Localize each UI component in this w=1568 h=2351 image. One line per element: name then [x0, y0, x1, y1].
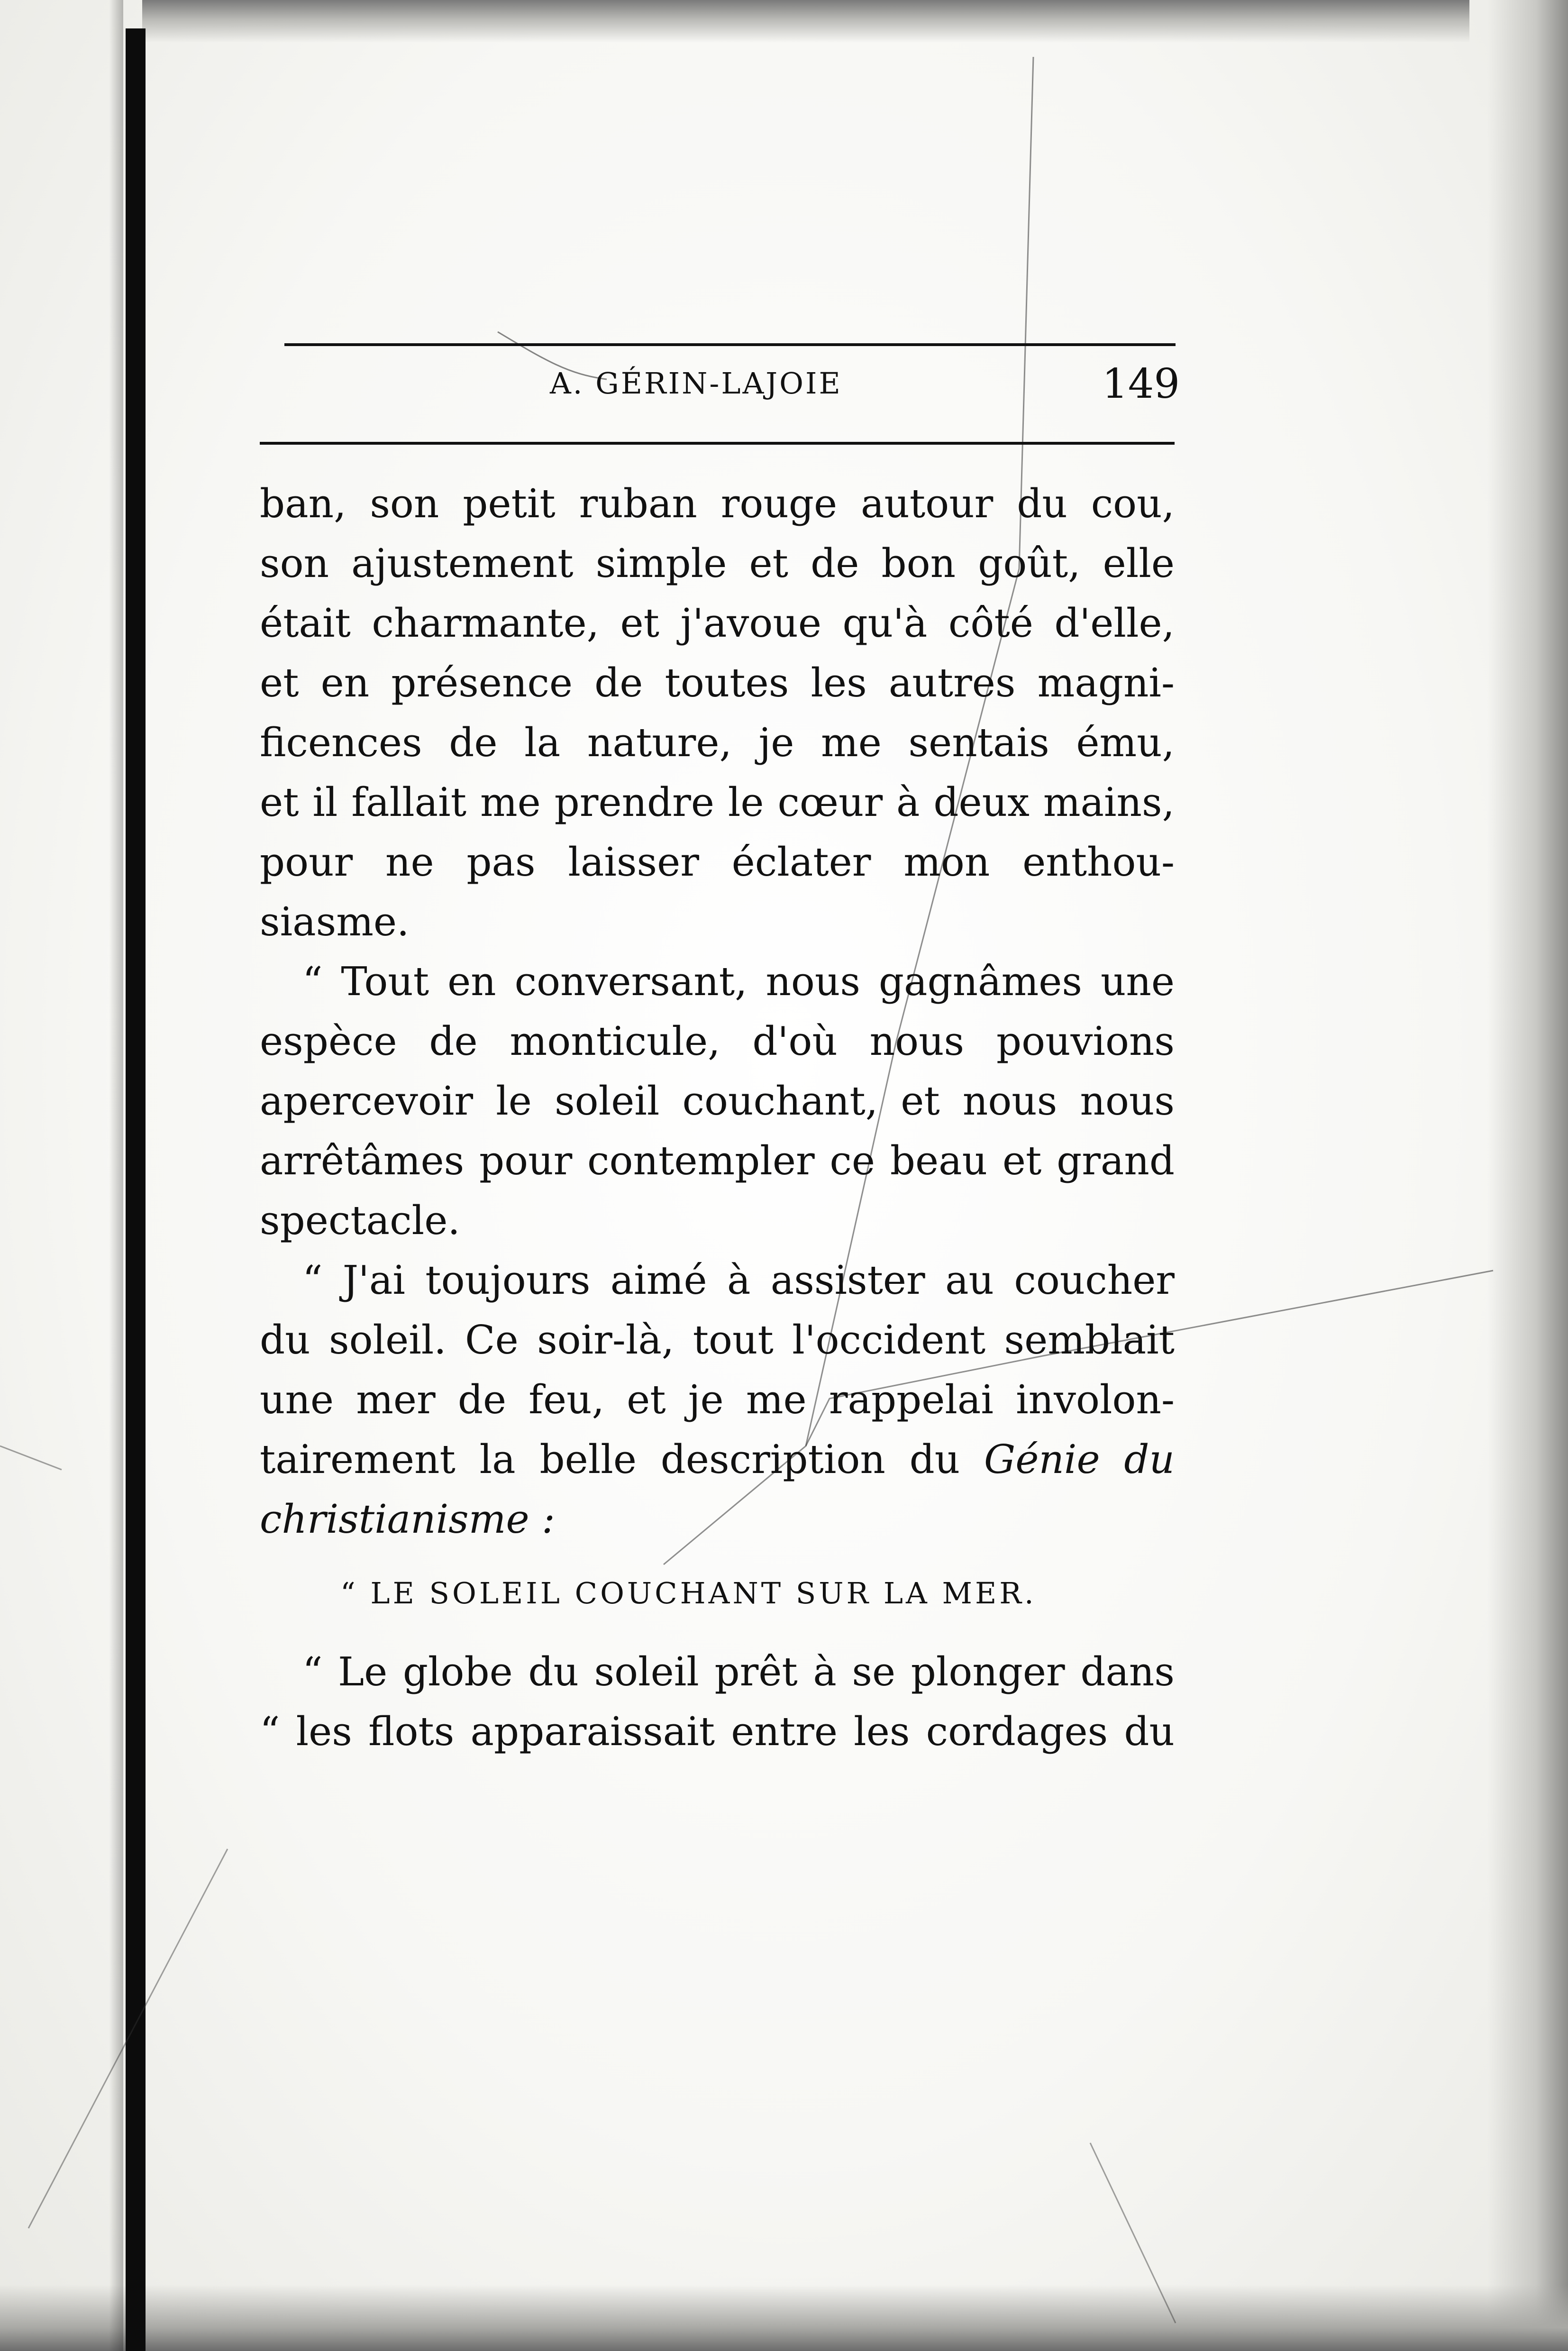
text-line: était charmante, et j'avoue qu'à côté d'elle,: [260, 600, 1175, 646]
text-line: ficences de la nature, je me sentais ému,: [260, 720, 1175, 766]
text-line: et il fallait me prendre le cœur à deux mains,: [260, 779, 1175, 825]
text-line: une mer de feu, et je me rappelai involon-: [260, 1377, 1175, 1423]
text-line: du soleil. Ce soir-là, tout l'occident semblait: [260, 1317, 1175, 1363]
page-number: 149: [1102, 360, 1180, 408]
text-line: “ J'ai toujours aimé à assister au coucher: [302, 1257, 1175, 1303]
text-line: “ Le globe du soleil prêt à se plonger dans: [302, 1649, 1175, 1695]
italic-title: Génie du: [984, 1436, 1175, 1482]
text-line: son ajustement simple et de bon goût, elle: [260, 540, 1175, 586]
text-line: [260, 1430, 1175, 1490]
body-text: [260, 474, 1175, 1762]
text-line: spectacle.: [260, 1198, 460, 1244]
quoted-heading: “ LE SOLEIL COUCHANT SUR LA MER.: [340, 1576, 1037, 1610]
text-line: siasme.: [260, 899, 410, 945]
header-rule-bottom: [260, 442, 1175, 445]
running-head: A. GÉRIN-LAJOIE: [550, 366, 842, 401]
header-rule-top: [284, 343, 1176, 346]
text-line: apercevoir le soleil couchant, et nous nous: [260, 1078, 1175, 1124]
text-fragment: tairement la belle description du: [260, 1436, 960, 1482]
text-line: pour ne pas laisser éclater mon enthou-: [260, 839, 1175, 885]
text-line: ban, son petit ruban rouge autour du cou,: [260, 481, 1175, 527]
text-line: christianisme :: [260, 1496, 555, 1542]
text-line: espèce de monticule, d'où nous pouvions: [260, 1018, 1175, 1064]
text-line: “ Tout en conversant, nous gagnâmes une: [302, 959, 1175, 1005]
text-line: “ les flots apparaissait entre les cordages du: [260, 1709, 1175, 1755]
text-line: arrêtâmes pour contempler ce beau et grand: [260, 1138, 1175, 1184]
text-line: et en présence de toutes les autres magni-: [260, 660, 1175, 706]
